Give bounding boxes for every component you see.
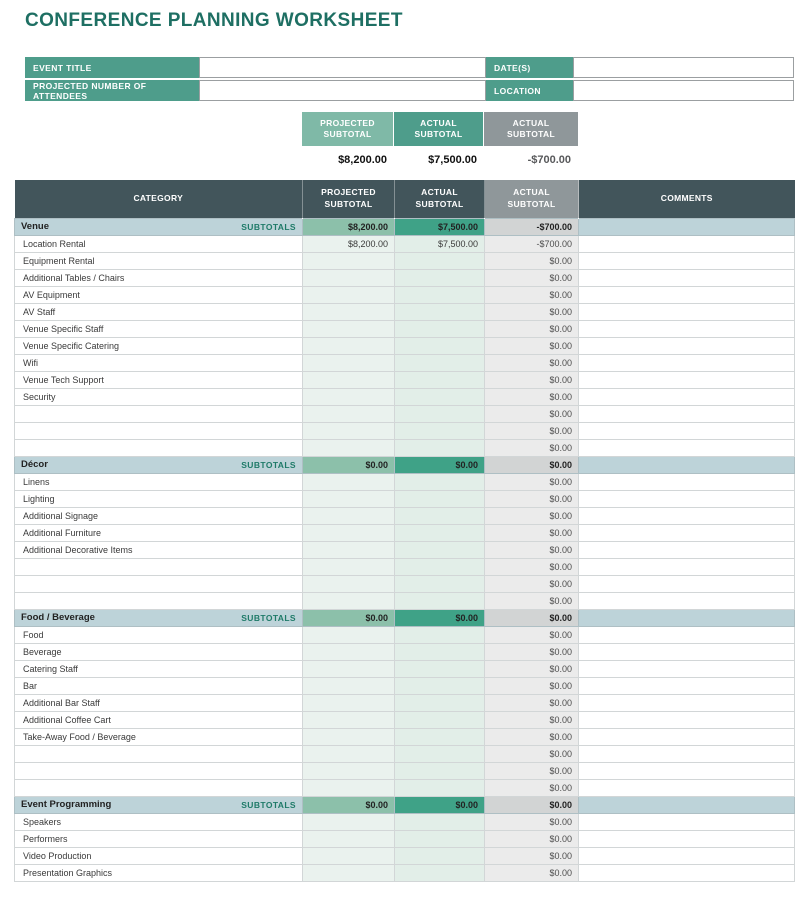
difference-cell[interactable]: $0.00 <box>485 626 579 643</box>
section-comments-cell <box>579 609 795 626</box>
comments-cell[interactable] <box>579 711 795 728</box>
section-projected-subtotal: $0.00 <box>303 456 395 473</box>
difference-cell[interactable]: $0.00 <box>485 524 579 541</box>
item-row <box>15 320 795 337</box>
difference-cell[interactable]: $0.00 <box>485 694 579 711</box>
dates-label: DATE(S) <box>486 57 573 78</box>
item-name-cell[interactable]: Security <box>15 388 303 405</box>
item-name-cell[interactable]: Linens <box>15 473 303 490</box>
section-actual-subtotal: $0.00 <box>395 609 485 626</box>
difference-cell[interactable]: $0.00 <box>485 541 579 558</box>
event-title-label: EVENT TITLE <box>25 57 199 78</box>
section-row-venue <box>15 218 795 235</box>
actual-cell[interactable]: $7,500.00 <box>395 235 485 252</box>
item-name-cell[interactable] <box>15 422 303 439</box>
item-name-cell[interactable]: Take-Away Food / Beverage <box>15 728 303 745</box>
projected-column-header: PROJECTED SUBTOTAL <box>303 180 395 218</box>
difference-cell[interactable]: $0.00 <box>485 813 579 830</box>
item-name-cell[interactable]: Venue Specific Staff <box>15 320 303 337</box>
item-name-cell[interactable]: Lighting <box>15 490 303 507</box>
item-name-cell[interactable]: Presentation Graphics <box>15 864 303 881</box>
difference-cell[interactable]: $0.00 <box>485 252 579 269</box>
difference-cell[interactable]: $0.00 <box>485 830 579 847</box>
actual-cell[interactable] <box>395 388 485 405</box>
item-name-cell[interactable]: AV Staff <box>15 303 303 320</box>
category-column-header: CATEGORY <box>15 180 303 218</box>
item-name-cell[interactable]: Additional Furniture <box>15 524 303 541</box>
item-row <box>15 779 795 796</box>
location-label: LOCATION <box>486 80 573 101</box>
location-input[interactable] <box>573 80 794 101</box>
projected-cell[interactable] <box>303 575 395 592</box>
item-name-cell[interactable] <box>15 745 303 762</box>
item-row <box>15 439 795 456</box>
item-row <box>15 660 795 677</box>
actual-cell[interactable] <box>395 541 485 558</box>
comments-cell[interactable] <box>579 643 795 660</box>
projected-cell[interactable] <box>303 524 395 541</box>
subtotals-label: SUBTOTALS <box>241 459 296 470</box>
item-name-cell[interactable] <box>15 779 303 796</box>
projected-cell[interactable] <box>303 490 395 507</box>
projected-cell[interactable] <box>303 592 395 609</box>
worksheet-table-body <box>15 218 795 881</box>
item-name-cell[interactable] <box>15 575 303 592</box>
item-row <box>15 745 795 762</box>
event-info-form <box>25 57 808 101</box>
comments-cell[interactable] <box>579 269 795 286</box>
summary-difference-header: ACTUAL SUBTOTAL <box>484 112 578 146</box>
projected-cell[interactable] <box>303 626 395 643</box>
item-name-cell[interactable]: Video Production <box>15 847 303 864</box>
comments-cell[interactable] <box>579 235 795 252</box>
actual-cell[interactable] <box>395 303 485 320</box>
actual-cell[interactable] <box>395 524 485 541</box>
projected-cell[interactable] <box>303 337 395 354</box>
item-row <box>15 575 795 592</box>
actual-cell[interactable] <box>395 864 485 881</box>
section-name: Food / Beverage <box>21 612 95 623</box>
item-name-cell[interactable]: Bar <box>15 677 303 694</box>
item-row <box>15 507 795 524</box>
comments-cell[interactable] <box>579 779 795 796</box>
item-name-cell[interactable]: Catering Staff <box>15 660 303 677</box>
summary-value-row <box>302 146 808 173</box>
section-actual-subtotal: $7,500.00 <box>395 218 485 235</box>
item-name-cell[interactable]: Performers <box>15 830 303 847</box>
page-title: CONFERENCE PLANNING WORKSHEET <box>25 10 403 31</box>
section-name: Event Programming <box>21 799 112 810</box>
item-name-cell[interactable] <box>15 592 303 609</box>
item-row <box>15 558 795 575</box>
item-row <box>15 541 795 558</box>
actual-cell[interactable] <box>395 575 485 592</box>
section-row-food-beverage <box>15 609 795 626</box>
projected-cell[interactable] <box>303 745 395 762</box>
actual-cell[interactable] <box>395 694 485 711</box>
comments-cell[interactable] <box>579 660 795 677</box>
section-name-wrap <box>21 221 296 232</box>
item-row <box>15 643 795 660</box>
actual-cell[interactable] <box>395 490 485 507</box>
summary-difference-value: -$700.00 <box>527 153 571 166</box>
projected-cell[interactable] <box>303 269 395 286</box>
item-row <box>15 252 795 269</box>
item-name-cell[interactable]: Speakers <box>15 813 303 830</box>
item-name-cell[interactable]: Additional Coffee Cart <box>15 711 303 728</box>
comments-cell[interactable] <box>579 507 795 524</box>
item-row <box>15 490 795 507</box>
projected-cell[interactable] <box>303 711 395 728</box>
section-name-cell <box>15 609 303 626</box>
actual-column-header: ACTUAL SUBTOTAL <box>395 180 485 218</box>
actual-cell[interactable] <box>395 626 485 643</box>
difference-cell[interactable]: $0.00 <box>485 779 579 796</box>
projected-cell[interactable] <box>303 439 395 456</box>
item-row <box>15 473 795 490</box>
actual-cell[interactable] <box>395 371 485 388</box>
item-row <box>15 269 795 286</box>
comments-column-header: COMMENTS <box>579 180 795 218</box>
difference-cell[interactable]: $0.00 <box>485 490 579 507</box>
section-projected-subtotal: $8,200.00 <box>303 218 395 235</box>
actual-cell[interactable] <box>395 830 485 847</box>
difference-cell[interactable]: $0.00 <box>485 864 579 881</box>
item-row <box>15 711 795 728</box>
projected-cell[interactable] <box>303 252 395 269</box>
comments-cell[interactable] <box>579 745 795 762</box>
item-row <box>15 286 795 303</box>
projected-cell[interactable] <box>303 286 395 303</box>
actual-cell[interactable] <box>395 711 485 728</box>
comments-cell[interactable] <box>579 354 795 371</box>
item-name-cell[interactable]: Wifi <box>15 354 303 371</box>
item-name-cell[interactable] <box>15 439 303 456</box>
comments-cell[interactable] <box>579 694 795 711</box>
item-name-cell[interactable] <box>15 405 303 422</box>
difference-cell[interactable]: $0.00 <box>485 354 579 371</box>
difference-cell[interactable]: $0.00 <box>485 439 579 456</box>
difference-cell[interactable]: $0.00 <box>485 337 579 354</box>
item-row <box>15 830 795 847</box>
projected-cell[interactable] <box>303 847 395 864</box>
section-name-wrap <box>21 799 296 810</box>
subtotals-label: SUBTOTALS <box>241 221 296 232</box>
projected-cell[interactable] <box>303 303 395 320</box>
projected-cell[interactable] <box>303 779 395 796</box>
comments-cell[interactable] <box>579 473 795 490</box>
comments-cell[interactable] <box>579 337 795 354</box>
item-name-cell[interactable]: Venue Tech Support <box>15 371 303 388</box>
actual-cell[interactable] <box>395 847 485 864</box>
section-projected-subtotal: $0.00 <box>303 609 395 626</box>
comments-cell[interactable] <box>579 371 795 388</box>
item-name-cell[interactable]: Additional Decorative Items <box>15 541 303 558</box>
summary-actual-value: $7,500.00 <box>428 153 477 166</box>
difference-cell[interactable]: $0.00 <box>485 711 579 728</box>
item-row <box>15 592 795 609</box>
section-projected-subtotal: $0.00 <box>303 796 395 813</box>
comments-cell[interactable] <box>579 541 795 558</box>
actual-cell[interactable] <box>395 643 485 660</box>
section-name-wrap <box>21 459 296 470</box>
comments-cell[interactable] <box>579 422 795 439</box>
difference-cell[interactable]: $0.00 <box>485 405 579 422</box>
difference-cell[interactable]: $0.00 <box>485 320 579 337</box>
item-row <box>15 303 795 320</box>
difference-cell[interactable]: $0.00 <box>485 422 579 439</box>
comments-cell[interactable] <box>579 490 795 507</box>
comments-cell[interactable] <box>579 575 795 592</box>
actual-cell[interactable] <box>395 286 485 303</box>
comments-cell[interactable] <box>579 303 795 320</box>
item-row <box>15 626 795 643</box>
actual-cell[interactable] <box>395 677 485 694</box>
actual-cell[interactable] <box>395 507 485 524</box>
projected-cell[interactable]: $8,200.00 <box>303 235 395 252</box>
section-row-d-cor <box>15 456 795 473</box>
comments-cell[interactable] <box>579 626 795 643</box>
dates-input[interactable] <box>573 57 794 78</box>
projected-cell[interactable] <box>303 728 395 745</box>
projected-cell[interactable] <box>303 694 395 711</box>
difference-cell[interactable]: $0.00 <box>485 473 579 490</box>
projected-cell[interactable] <box>303 643 395 660</box>
item-row <box>15 371 795 388</box>
section-difference-subtotal: $0.00 <box>485 796 579 813</box>
comments-cell[interactable] <box>579 847 795 864</box>
item-name-cell[interactable]: AV Equipment <box>15 286 303 303</box>
difference-cell[interactable]: $0.00 <box>485 303 579 320</box>
section-comments-cell <box>579 218 795 235</box>
section-difference-subtotal: -$700.00 <box>485 218 579 235</box>
actual-cell[interactable] <box>395 660 485 677</box>
difference-cell[interactable]: $0.00 <box>485 269 579 286</box>
section-name: Venue <box>21 221 49 232</box>
actual-cell[interactable] <box>395 558 485 575</box>
difference-cell[interactable]: $0.00 <box>485 388 579 405</box>
item-row <box>15 762 795 779</box>
attendees-input[interactable] <box>199 80 486 101</box>
difference-cell[interactable]: $0.00 <box>485 728 579 745</box>
item-row <box>15 388 795 405</box>
summary-projected-header: PROJECTED SUBTOTAL <box>302 112 394 146</box>
item-row <box>15 864 795 881</box>
item-name-cell[interactable]: Additional Tables / Chairs <box>15 269 303 286</box>
item-name-cell[interactable]: Equipment Rental <box>15 252 303 269</box>
section-difference-subtotal: $0.00 <box>485 456 579 473</box>
item-row <box>15 354 795 371</box>
actual-cell[interactable] <box>395 762 485 779</box>
projected-cell[interactable] <box>303 864 395 881</box>
comments-cell[interactable] <box>579 439 795 456</box>
comments-cell[interactable] <box>579 728 795 745</box>
section-actual-subtotal: $0.00 <box>395 796 485 813</box>
section-actual-subtotal: $0.00 <box>395 456 485 473</box>
section-name-cell <box>15 218 303 235</box>
item-row <box>15 847 795 864</box>
comments-cell[interactable] <box>579 677 795 694</box>
item-name-cell[interactable]: Beverage <box>15 643 303 660</box>
actual-cell[interactable] <box>395 320 485 337</box>
difference-cell[interactable]: $0.00 <box>485 592 579 609</box>
projected-cell[interactable] <box>303 371 395 388</box>
difference-cell[interactable]: $0.00 <box>485 847 579 864</box>
comments-cell[interactable] <box>579 524 795 541</box>
item-row <box>15 405 795 422</box>
projected-cell[interactable] <box>303 660 395 677</box>
difference-cell[interactable]: -$700.00 <box>485 235 579 252</box>
actual-cell[interactable] <box>395 745 485 762</box>
worksheet-table <box>14 180 795 882</box>
projected-cell[interactable] <box>303 354 395 371</box>
actual-cell[interactable] <box>395 337 485 354</box>
difference-cell[interactable]: $0.00 <box>485 660 579 677</box>
item-name-cell[interactable]: Venue Specific Catering <box>15 337 303 354</box>
projected-cell[interactable] <box>303 507 395 524</box>
projected-cell[interactable] <box>303 558 395 575</box>
section-name-cell <box>15 456 303 473</box>
actual-cell[interactable] <box>395 422 485 439</box>
item-name-cell[interactable]: Additional Signage <box>15 507 303 524</box>
actual-cell[interactable] <box>395 354 485 371</box>
difference-cell[interactable]: $0.00 <box>485 745 579 762</box>
comments-cell[interactable] <box>579 286 795 303</box>
section-comments-cell <box>579 456 795 473</box>
item-name-cell[interactable] <box>15 558 303 575</box>
projected-cell[interactable] <box>303 388 395 405</box>
item-row <box>15 422 795 439</box>
actual-cell[interactable] <box>395 592 485 609</box>
item-row <box>15 677 795 694</box>
item-name-cell[interactable]: Additional Bar Staff <box>15 694 303 711</box>
difference-cell[interactable]: $0.00 <box>485 286 579 303</box>
summary-header-row <box>302 112 808 146</box>
projected-cell[interactable] <box>303 405 395 422</box>
projected-cell[interactable] <box>303 320 395 337</box>
attendees-label: PROJECTED NUMBER OF ATTENDEES <box>25 80 199 101</box>
section-difference-subtotal: $0.00 <box>485 609 579 626</box>
projected-cell[interactable] <box>303 677 395 694</box>
actual-cell[interactable] <box>395 728 485 745</box>
subtotals-label: SUBTOTALS <box>241 612 296 623</box>
item-row <box>15 728 795 745</box>
difference-cell[interactable]: $0.00 <box>485 643 579 660</box>
section-comments-cell <box>579 796 795 813</box>
difference-cell[interactable]: $0.00 <box>485 371 579 388</box>
difference-cell[interactable]: $0.00 <box>485 677 579 694</box>
item-row <box>15 813 795 830</box>
comments-cell[interactable] <box>579 558 795 575</box>
comments-cell[interactable] <box>579 830 795 847</box>
item-row <box>15 235 795 252</box>
event-title-input[interactable] <box>199 57 486 78</box>
comments-cell[interactable] <box>579 864 795 881</box>
section-row-event-programming <box>15 796 795 813</box>
actual-cell[interactable] <box>395 779 485 796</box>
item-name-cell[interactable]: Food <box>15 626 303 643</box>
actual-cell[interactable] <box>395 473 485 490</box>
section-name-wrap <box>21 612 296 623</box>
projected-cell[interactable] <box>303 473 395 490</box>
item-name-cell[interactable] <box>15 762 303 779</box>
comments-cell[interactable] <box>579 252 795 269</box>
difference-column-header: ACTUAL SUBTOTAL <box>485 180 579 218</box>
section-name: Décor <box>21 459 48 470</box>
projected-cell[interactable] <box>303 762 395 779</box>
summary-actual-header: ACTUAL SUBTOTAL <box>394 112 484 146</box>
comments-cell[interactable] <box>579 405 795 422</box>
summary-projected-value: $8,200.00 <box>338 153 387 166</box>
comments-cell[interactable] <box>579 762 795 779</box>
projected-cell[interactable] <box>303 830 395 847</box>
item-row <box>15 524 795 541</box>
comments-cell[interactable] <box>579 813 795 830</box>
difference-cell[interactable]: $0.00 <box>485 558 579 575</box>
comments-cell[interactable] <box>579 592 795 609</box>
section-name-cell <box>15 796 303 813</box>
difference-cell[interactable]: $0.00 <box>485 762 579 779</box>
comments-cell[interactable] <box>579 320 795 337</box>
table-header-row <box>15 180 795 218</box>
actual-cell[interactable] <box>395 252 485 269</box>
item-row <box>15 337 795 354</box>
projected-cell[interactable] <box>303 813 395 830</box>
item-row <box>15 694 795 711</box>
actual-cell[interactable] <box>395 813 485 830</box>
actual-cell[interactable] <box>395 439 485 456</box>
difference-cell[interactable]: $0.00 <box>485 507 579 524</box>
item-name-cell[interactable]: Location Rental <box>15 235 303 252</box>
projected-cell[interactable] <box>303 541 395 558</box>
subtotals-label: SUBTOTALS <box>241 799 296 810</box>
projected-cell[interactable] <box>303 422 395 439</box>
actual-cell[interactable] <box>395 269 485 286</box>
actual-cell[interactable] <box>395 405 485 422</box>
comments-cell[interactable] <box>579 388 795 405</box>
difference-cell[interactable]: $0.00 <box>485 575 579 592</box>
